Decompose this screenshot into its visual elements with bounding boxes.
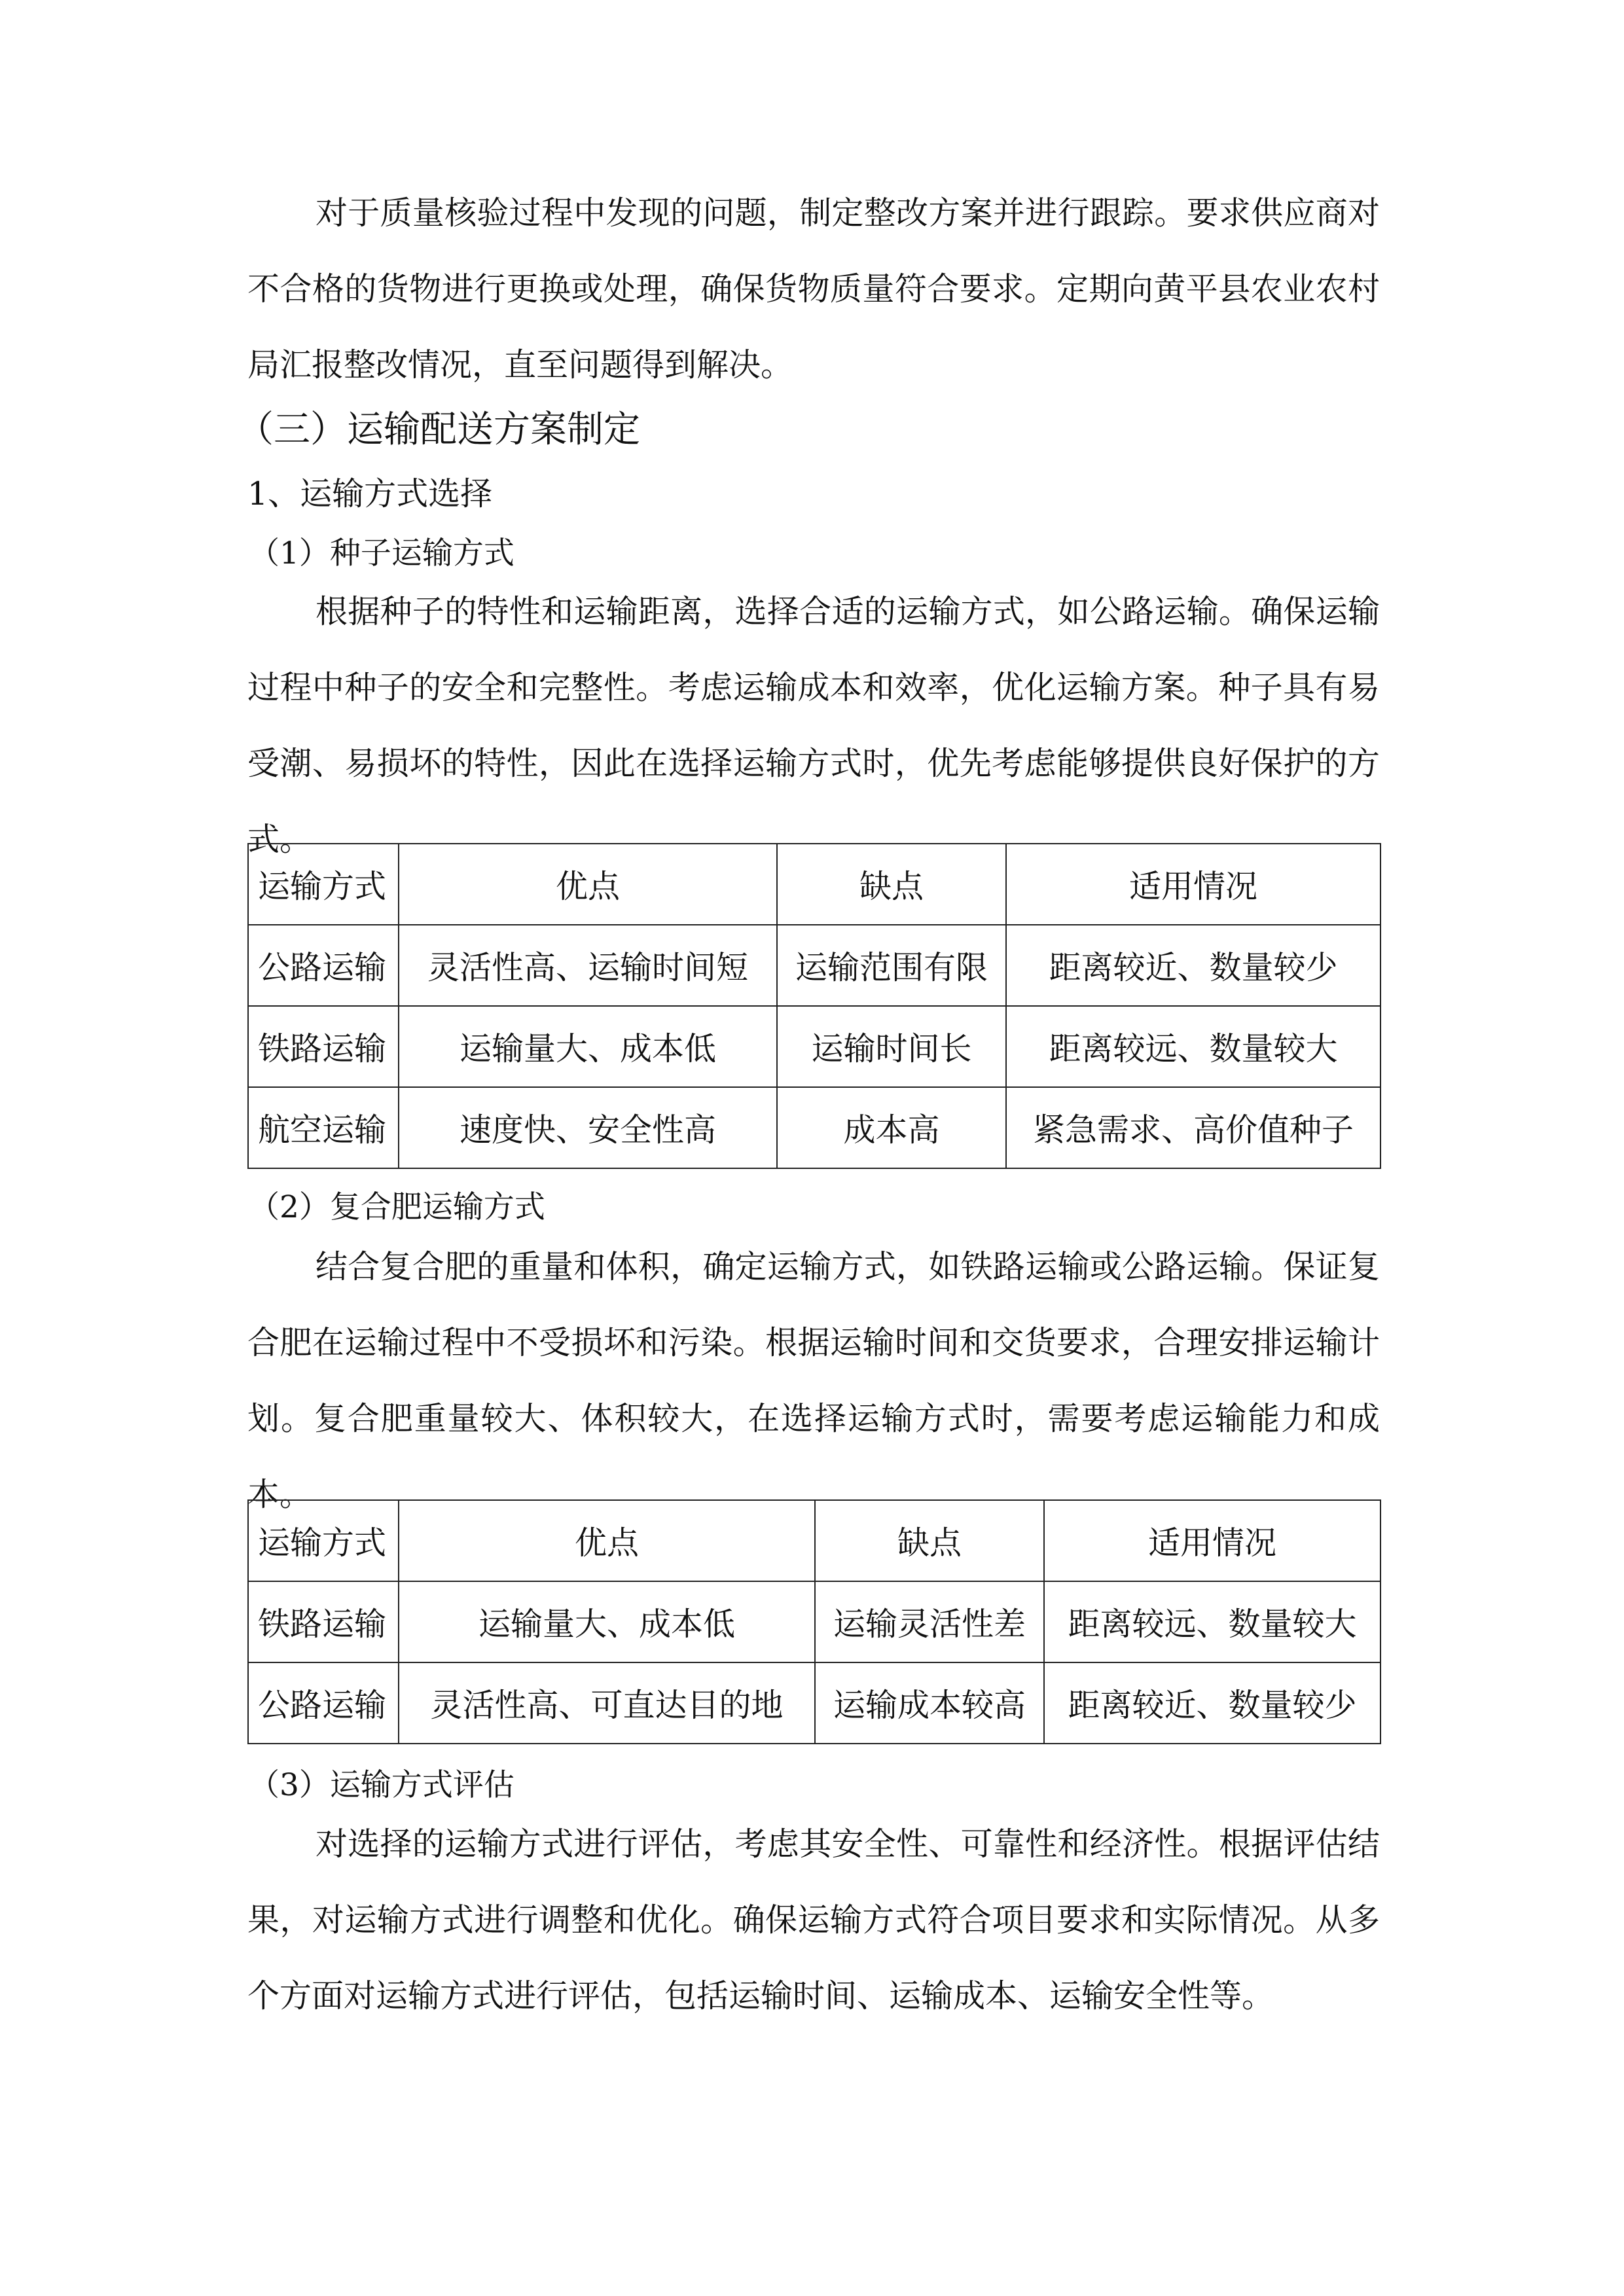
table-cell: 铁路运输 xyxy=(248,1006,399,1087)
table-cell: 紧急需求、高价值种子 xyxy=(1006,1087,1380,1168)
table-cell: 成本高 xyxy=(777,1087,1006,1168)
fertilizer-transport-table xyxy=(247,1499,1381,1744)
table-cell: 距离较近、数量较少 xyxy=(1044,1662,1380,1744)
table-cell: 距离较远、数量较大 xyxy=(1044,1581,1380,1662)
table-header-cell: 优点 xyxy=(399,844,777,925)
table-header-cell: 适用情况 xyxy=(1006,844,1380,925)
paragraph-seed-transport: 根据种子的特性和运输距离，选择合适的运输方式，如公路运输。确保运输过程中种子的安全和完整性。考虑运输成本和效率，优化运输方案。种子具有易受潮、易损坏的特性，因此在选择运输方式时，优先考虑能够提供良好保护的方式。 xyxy=(247,593,1380,858)
table-cell: 距离较远、数量较大 xyxy=(1006,1006,1380,1087)
table-row xyxy=(248,1087,1380,1168)
table-cell: 灵活性高、运输时间短 xyxy=(399,925,777,1006)
table-header-cell: 运输方式 xyxy=(248,1500,399,1581)
paragraph-fertilizer-transport: 结合复合肥的重量和体积，确定运输方式，如铁路运输或公路运输。保证复合肥在运输过程中不受损坏和污染。根据运输时间和交货要求，合理安排运输计划。复合肥重量较大、体积较大，在选择运输方式时，需要考虑运输能力和成本。 xyxy=(247,1248,1380,1513)
subsection-heading: 1、运输方式选择 xyxy=(247,475,493,512)
table-cell: 公路运输 xyxy=(248,1662,399,1744)
table-header-cell: 优点 xyxy=(399,1500,815,1581)
table-row xyxy=(248,1006,1380,1087)
table-cell: 运输时间长 xyxy=(777,1006,1006,1087)
item-heading-fertilizer: （2）复合肥运输方式 xyxy=(249,1189,545,1225)
table-header-cell: 运输方式 xyxy=(248,844,399,925)
table-cell: 运输成本较高 xyxy=(815,1662,1044,1744)
table-cell: 航空运输 xyxy=(248,1087,399,1168)
table-row xyxy=(248,1581,1380,1662)
item-heading-evaluation: （3）运输方式评估 xyxy=(249,1767,514,1803)
table-cell: 运输量大、成本低 xyxy=(399,1581,815,1662)
seed-transport-table xyxy=(247,843,1381,1169)
table-cell: 运输量大、成本低 xyxy=(399,1006,777,1087)
table-header-row xyxy=(248,844,1380,925)
table-cell: 距离较近、数量较少 xyxy=(1006,925,1380,1006)
table-cell: 运输灵活性差 xyxy=(815,1581,1044,1662)
table-row xyxy=(248,1662,1380,1744)
item-heading-seed: （1）种子运输方式 xyxy=(249,535,514,571)
paragraph-transport-evaluation: 对选择的运输方式进行评估，考虑其安全性、可靠性和经济性。根据评估结果，对运输方式进行调整和优化。确保运输方式符合项目要求和实际情况。从多个方面对运输方式进行评估，包括运输时间、运输成本、运输安全性等。 xyxy=(247,1825,1380,2015)
table-cell: 速度快、安全性高 xyxy=(399,1087,777,1168)
table-row xyxy=(248,925,1380,1006)
table-cell: 铁路运输 xyxy=(248,1581,399,1662)
table-header-cell: 适用情况 xyxy=(1044,1500,1380,1581)
table-cell: 灵活性高、可直达目的地 xyxy=(399,1662,815,1744)
section-heading: （三）运输配送方案制定 xyxy=(237,408,640,451)
table-header-row xyxy=(248,1500,1380,1581)
paragraph-rectification: 对于质量核验过程中发现的问题，制定整改方案并进行跟踪。要求供应商对不合格的货物进行更换或处理，确保货物质量符合要求。定期向黄平县农业农村局汇报整改情况，直至问题得到解决。 xyxy=(247,194,1380,384)
table-header-cell: 缺点 xyxy=(777,844,1006,925)
table-cell: 运输范围有限 xyxy=(777,925,1006,1006)
table-header-cell: 缺点 xyxy=(815,1500,1044,1581)
table-cell: 公路运输 xyxy=(248,925,399,1006)
